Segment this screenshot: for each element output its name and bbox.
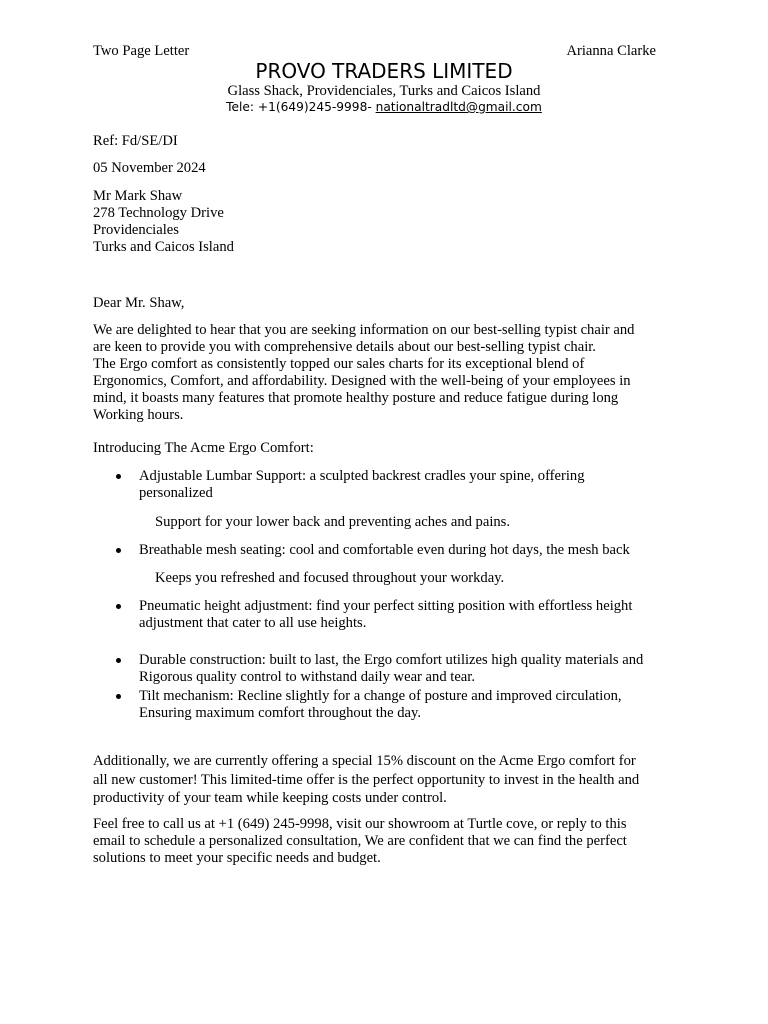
header-left-label: Two Page Letter <box>93 43 190 59</box>
offer-paragraph <box>93 752 693 808</box>
feature-item <box>139 598 699 632</box>
feature-item <box>139 688 699 722</box>
feature-continuation: Support for your lower back and preventing aches and pains. <box>155 514 511 530</box>
feature-item <box>139 468 699 502</box>
offer-line: productivity of your team while keeping costs under control. <box>93 790 447 806</box>
bullet-icon <box>115 468 123 485</box>
feature-item <box>139 542 699 559</box>
feature-line: Pneumatic height adjustment: find your perfect sitting position with effortless height <box>139 598 633 614</box>
contact-email[interactable]: nationaltradltd@gmail.com <box>375 100 542 114</box>
feature-continuation: Keeps you refreshed and focused throughout your workday. <box>155 570 505 586</box>
recipient-address <box>93 188 693 256</box>
closing-paragraph <box>93 816 693 867</box>
contact-phone: Tele: +1(649)245-9998- <box>226 100 376 114</box>
bullet-icon <box>115 652 123 669</box>
reference: Ref: Fd/SE/DI <box>93 133 178 149</box>
intro-line: Working hours. <box>93 407 184 423</box>
closing-line: email to schedule a personalized consultation, We are confident that we can find the perfect <box>93 833 627 849</box>
feature-line: Adjustable Lumbar Support: a sculpted backrest cradles your spine, offering <box>139 468 585 484</box>
recipient-city: Providenciales <box>93 222 179 238</box>
offer-line: Additionally, we are currently offering a special 15% discount on the Acme Ergo comfort for <box>93 753 636 769</box>
bullet-icon <box>115 598 123 615</box>
intro-line: mind, it boasts many features that promote healthy posture and reduce fatigue during long <box>93 390 619 406</box>
intro-paragraph <box>93 322 693 424</box>
features-heading: Introducing The Acme Ergo Comfort: <box>93 440 314 456</box>
intro-line: Ergonomics, Comfort, and affordability. Designed with the well-being of your employees in <box>93 373 631 389</box>
closing-line: solutions to meet your specific needs and budget. <box>93 850 381 866</box>
recipient-name: Mr Mark Shaw <box>93 188 183 204</box>
bullet-icon <box>115 542 123 559</box>
company-address: Glass Shack, Providenciales, Turks and Caicos Island <box>227 83 541 99</box>
header-right-label: Arianna Clarke <box>566 43 656 59</box>
intro-line: We are delighted to hear that you are seeking information on our best-selling typist chair and <box>93 322 635 338</box>
recipient-country: Turks and Caicos Island <box>93 239 234 255</box>
company-contact <box>0 100 768 115</box>
feature-line: Ensuring maximum comfort throughout the day. <box>139 705 421 721</box>
bullet-icon <box>115 688 123 705</box>
salutation: Dear Mr. Shaw, <box>93 295 185 311</box>
letter-date: 05 November 2024 <box>93 160 206 176</box>
intro-line: The Ergo comfort as consistently topped our sales charts for its exceptional blend of <box>93 356 585 372</box>
company-name: PROVO TRADERS LIMITED <box>255 59 513 83</box>
feature-line: Rigorous quality control to withstand daily wear and tear. <box>139 669 475 685</box>
feature-line: personalized <box>139 485 213 501</box>
feature-item <box>139 652 699 686</box>
recipient-street: 278 Technology Drive <box>93 205 224 221</box>
feature-line: Tilt mechanism: Recline slightly for a change of posture and improved circulation, <box>139 688 622 704</box>
closing-line: Feel free to call us at +1 (649) 245-9998, visit our showroom at Turtle cove, or reply to this <box>93 816 627 832</box>
offer-line: all new customer! This limited-time offer is the perfect opportunity to invest in the health and <box>93 771 640 788</box>
feature-line: Durable construction: built to last, the Ergo comfort utilizes high quality materials and <box>139 652 644 668</box>
feature-line: Breathable mesh seating: cool and comfortable even during hot days, the mesh back <box>139 542 630 558</box>
feature-line: adjustment that cater to all use heights. <box>139 615 367 631</box>
intro-line: are keen to provide you with comprehensive details about our best-selling typist chair. <box>93 339 596 355</box>
